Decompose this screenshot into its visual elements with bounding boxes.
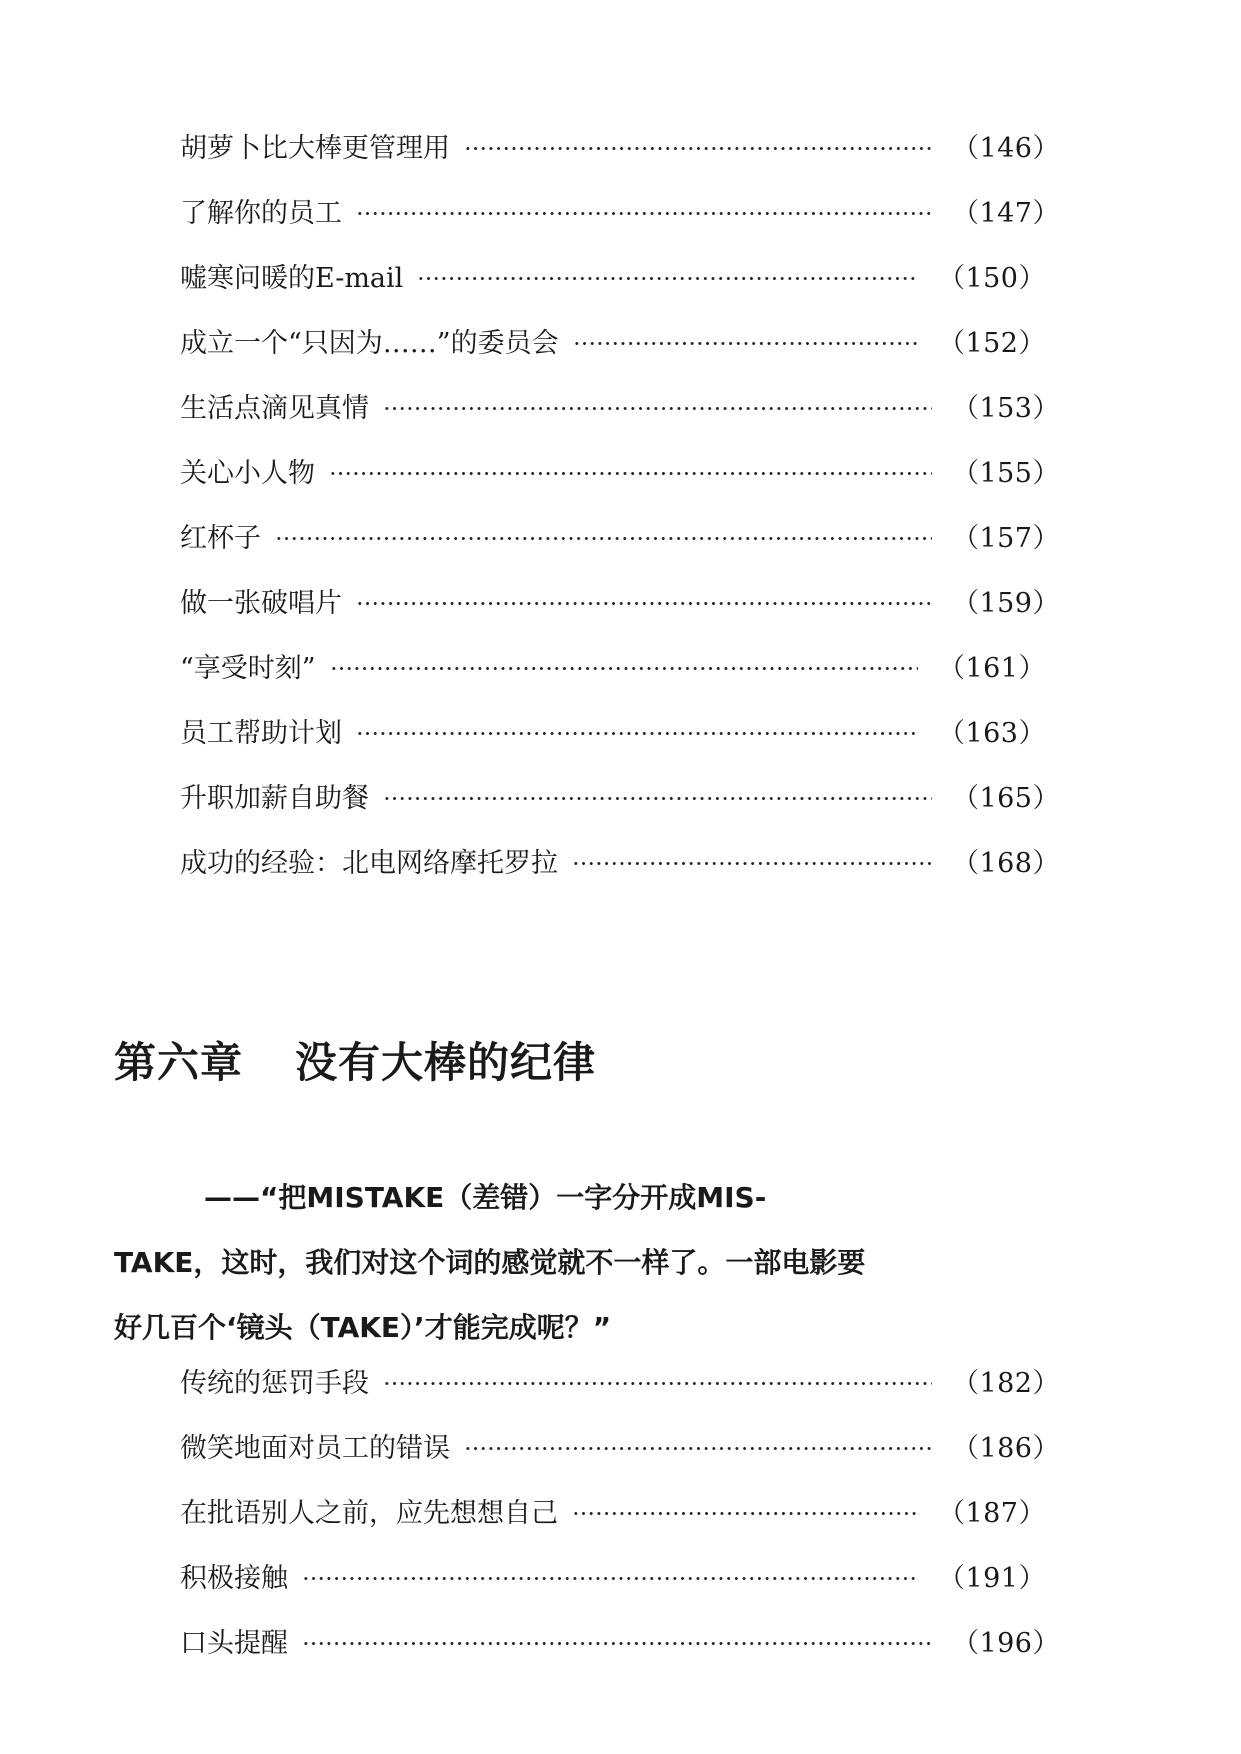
- dot-leader: [417, 276, 918, 281]
- entry-page: （165）: [951, 782, 1060, 814]
- toc-entry: [180, 1425, 1060, 1465]
- entry-title: 传统的惩罚手段: [180, 1367, 369, 1399]
- entry-page: （157）: [951, 522, 1060, 554]
- toc-entry: [180, 710, 1046, 750]
- entry-title: 嘘寒问暖的E-mail: [180, 262, 404, 294]
- entry-title: 胡萝卜比大棒更管理用: [180, 132, 450, 164]
- toc-entry: [180, 840, 1060, 880]
- toc-entry: [180, 775, 1060, 815]
- toc-entry: [180, 385, 1060, 425]
- toc-entry: [180, 580, 1060, 620]
- epigraph-line: ——“把MISTAKE（差错）一字分开成MIS-: [204, 1181, 767, 1214]
- epigraph: [114, 1165, 1124, 1360]
- dot-leader: [275, 536, 932, 541]
- dot-leader: [330, 666, 918, 671]
- epigraph-line: 好几百个‘镜头（TAKE）’才能完成呢？”: [114, 1311, 612, 1344]
- entry-page: （196）: [951, 1627, 1060, 1659]
- toc-entry: [180, 1360, 1060, 1400]
- toc-entry: [180, 320, 1046, 360]
- entry-page: （161）: [937, 652, 1046, 684]
- entry-title: 做一张破唱片: [180, 587, 342, 619]
- entry-title: 员工帮助计划: [180, 717, 342, 749]
- entry-page: （146）: [951, 132, 1060, 164]
- entry-title: 升职加薪自助餐: [180, 782, 369, 814]
- chapter-heading: [114, 1030, 596, 1090]
- dot-leader: [573, 341, 918, 346]
- chapter-title: 没有大棒的纪律: [295, 1038, 597, 1087]
- entry-title: 生活点滴见真情: [180, 392, 369, 424]
- dot-leader: [572, 1511, 918, 1516]
- entry-page: （152）: [937, 327, 1046, 359]
- toc-entry: [180, 1490, 1046, 1530]
- entry-page: （163）: [937, 717, 1046, 749]
- entry-title: 成立一个“只因为……”的委员会: [180, 327, 559, 359]
- chapter-number: 第六章: [114, 1038, 244, 1087]
- entry-page: （186）: [951, 1432, 1060, 1464]
- toc-entry: [180, 1620, 1060, 1660]
- entry-page: （159）: [951, 587, 1060, 619]
- entry-title: 了解你的员工: [180, 197, 342, 229]
- entry-title: “享受时刻”: [180, 652, 316, 684]
- entry-title: 成功的经验：北电网络摩托罗拉: [180, 847, 558, 879]
- entry-title: 积极接触: [180, 1562, 288, 1594]
- toc-entry: [180, 255, 1046, 295]
- entry-page: （191）: [937, 1562, 1046, 1594]
- entry-title: 微笑地面对员工的错误: [180, 1432, 450, 1464]
- entry-page: （168）: [951, 847, 1060, 879]
- epigraph-line: TAKE，这时，我们对这个词的感觉就不一样了。一部电影要: [114, 1246, 866, 1279]
- toc-entry: [180, 645, 1046, 685]
- entry-page: （155）: [951, 457, 1060, 489]
- dot-leader: [356, 211, 932, 216]
- toc-entry: [180, 190, 1060, 230]
- entry-title: 红杯子: [180, 522, 261, 554]
- dot-leader: [383, 1381, 932, 1386]
- toc-entry: [180, 1555, 1046, 1595]
- toc-entry: [180, 515, 1060, 555]
- dot-leader: [302, 1576, 918, 1581]
- dot-leader: [356, 601, 932, 606]
- dot-leader: [464, 146, 932, 151]
- dot-leader: [572, 861, 932, 866]
- dot-leader: [302, 1641, 932, 1646]
- dot-leader: [383, 406, 932, 411]
- entry-title: 口头提醒: [180, 1627, 288, 1659]
- entry-page: （147）: [951, 197, 1060, 229]
- entry-page: （150）: [937, 262, 1046, 294]
- entry-page: （187）: [937, 1497, 1046, 1529]
- entry-title: 在批语别人之前，应先想想自己: [180, 1497, 558, 1529]
- toc-entry: [180, 125, 1060, 165]
- entry-page: （153）: [951, 392, 1060, 424]
- toc-entry: [180, 450, 1060, 490]
- dot-leader: [356, 731, 918, 736]
- dot-leader: [464, 1446, 932, 1451]
- dot-leader: [329, 471, 932, 476]
- entry-title: 关心小人物: [180, 457, 315, 489]
- entry-page: （182）: [951, 1367, 1060, 1399]
- dot-leader: [383, 796, 932, 801]
